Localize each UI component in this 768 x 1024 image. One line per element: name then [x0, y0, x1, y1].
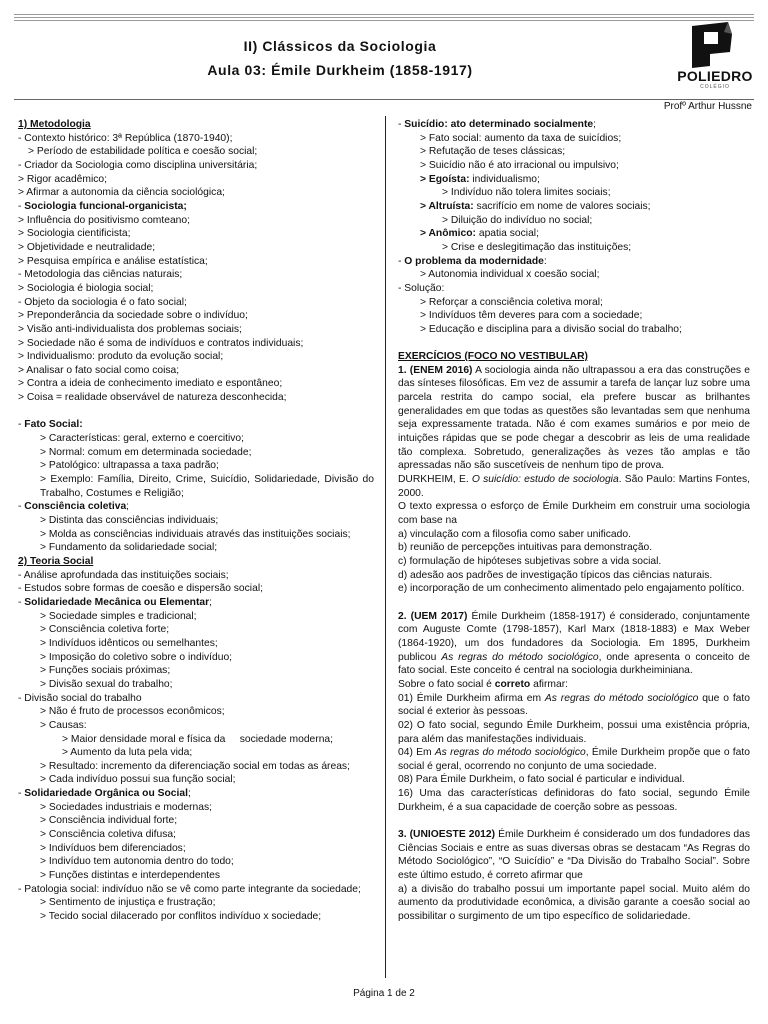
question-1-reference: DURKHEIM, E. O suicídio: estudo de sociologia. São Paulo: Martins Fontes, 2000.: [398, 474, 751, 499]
right-column: [398, 118, 750, 924]
top-decorative-rules: [0, 14, 768, 26]
list-item: > Exemplo: Família, Direito, Crime, Suicídio, Solidariedade, Divisão do Trabalho, Costumes e Religião;: [40, 474, 374, 499]
list-item: - Solidariedade Mecânica ou Elementar;: [18, 596, 213, 608]
list-item: > Pesquisa empírica e análise estatística;: [18, 255, 208, 267]
list-item: > Afirmar a autonomia da ciência sociológica;: [18, 187, 225, 199]
list-item: > Anômico: apatia social;: [420, 228, 539, 240]
list-item: > Período de estabilidade política e coesão social;: [28, 146, 258, 158]
list-item: > Molda as consciências individuais através das instituições sociais;: [40, 528, 351, 540]
list-item: > Crise e deslegitimação das instituições;: [442, 241, 632, 253]
list-item: > Patológico: ultrapassa a taxa padrão;: [40, 460, 219, 472]
list-item: - Solidariedade Orgânica ou Social;: [18, 788, 191, 800]
column-divider: [385, 116, 386, 978]
list-item: > Consciência coletiva difusa;: [40, 829, 176, 841]
list-item: - Estudos sobre formas de coesão e dispersão social;: [18, 583, 263, 595]
list-item: > Indivíduos bem diferenciados;: [40, 842, 186, 854]
list-item: > Funções sociais próximas;: [40, 665, 171, 677]
poliedro-logo: [672, 22, 758, 102]
list-item: - Metodologia das ciências naturais;: [18, 269, 183, 281]
list-item: > Individualismo: produto da evolução social;: [18, 351, 224, 363]
answer-option: 04) Em As regras do método sociológico, Émile Durkheim propõe que o fato social é geral, ocorrendo no conjunto de uma sociedade.: [398, 747, 750, 772]
list-item: > Características: geral, externo e coercitivo;: [40, 433, 245, 445]
list-item: > Sociedade simples e tradicional;: [40, 610, 197, 622]
answer-option: 02) O fato social, segundo Émile Durkheim, possui uma existência própria, para além das manifestações individuais.: [398, 719, 750, 745]
poliedro-p-logo-icon: [684, 22, 734, 68]
list-item: > Indivíduos têm deveres para com a sociedade;: [420, 310, 643, 322]
list-item: > Resultado: incremento da diferenciação social em todas as áreas;: [40, 760, 350, 772]
list-item: > Sociedade não é soma de indivíduos e contratos individuais;: [18, 337, 304, 349]
list-item: > Sociologia é biologia social;: [18, 282, 154, 294]
list-item: > Coisa = realidade observável de natureza desconhecida;: [18, 392, 287, 404]
list-item: > Objetividade e neutralidade;: [18, 241, 156, 253]
list-item: - Criador da Sociologia como disciplina universitária;: [18, 159, 258, 171]
list-item: > Preponderância da sociedade sobre o indivíduo;: [18, 310, 248, 322]
left-column: [18, 118, 374, 924]
list-item: > Educação e disciplina para a divisão social do trabalho;: [420, 323, 682, 335]
answer-option: b) reunião de percepções intuitivas para demonstração.: [398, 542, 653, 554]
list-item: > Contra a ideia de conhecimento imediato e espontâneo;: [18, 378, 283, 390]
question-2-stem: Sobre o fato social é correto afirmar:: [398, 678, 568, 690]
list-item: > Imposição do coletivo sobre o indivíduo;: [40, 651, 233, 663]
list-item: > Maior densidade moral e física da sociedade moderna;: [62, 733, 334, 745]
logo-sub: COLÉGIO: [700, 84, 730, 90]
author-name: Profº Arthur Hussne: [663, 101, 752, 112]
answer-option: d) adesão aos padrões de investigação típicos das ciências naturais.: [398, 569, 713, 581]
logo-brand: POLIEDRO: [677, 68, 753, 84]
answer-option: e) incorporação de um conhecimento alimentado pelo engajamento político.: [398, 583, 745, 595]
list-item: - O problema da modernidade:: [398, 255, 547, 267]
question-3: 3. (UNIOESTE 2012) Émile Durkheim é considerado um dos fundadores das Ciências Sociais e entre as suas diversas obras se destacam “As Regras do Método Sociológico”, “O Suicídio” e “Da Divisão do Trabalho Social”. Sobre este último estudo, é correto afirmar que: [398, 829, 750, 882]
answer-option: a) vinculação com a filosofia como saber unificado.: [398, 528, 631, 540]
list-item: - Patologia social: indivíduo não se vê como parte integrante da sociedade;: [18, 883, 361, 895]
list-item: > Normal: comum em determinada sociedade;: [40, 446, 252, 458]
list-item: > Distinta das consciências individuais;: [40, 515, 219, 527]
list-item: > Visão anti-individualista dos problemas sociais;: [18, 323, 242, 335]
section-heading: 1) Metodologia: [18, 119, 91, 130]
list-item: - Contexto histórico: 3ª República (1870-1940);: [18, 132, 233, 144]
question-1-stem: O texto expressa o esforço de Émile Durkheim em construir uma sociologia com base na: [398, 501, 750, 527]
list-item: > Sentimento de injustiça e frustração;: [40, 897, 216, 909]
answer-option: 08) Para Émile Durkheim, o fato social é particular e individual.: [398, 774, 685, 786]
list-item: > Consciência coletiva forte;: [40, 624, 170, 636]
list-item: > Autonomia individual x coesão social;: [420, 269, 600, 281]
list-item: > Fato social: aumento da taxa de suicídios;: [420, 132, 622, 144]
list-item: > Indivíduo não tolera limites sociais;: [442, 187, 611, 199]
list-item: > Fundamento da solidariedade social;: [40, 542, 218, 554]
header-rule: [14, 99, 754, 100]
answer-option: 16) Uma das características definidoras do fato social, segundo Émile Durkheim, é a sua capacidade de coerção sobre as pessoas.: [398, 788, 750, 813]
list-item: > Analisar o fato social como coisa;: [18, 364, 180, 376]
list-item: > Funções distintas e interdependentes: [40, 870, 221, 882]
list-item: > Refutação de teses clássicas;: [420, 146, 566, 158]
list-item: > Tecido social dilacerado por conflitos indivíduo x sociedade;: [40, 911, 322, 923]
list-item: - Objeto da sociologia é o fato social;: [18, 296, 187, 308]
question-1: 1. (ENEM 2016) A sociologia ainda não ultrapassou a era das construções e das sínteses filosóficas. Em vez de assumir a tarefa de lançar luz sobre uma parcela restrita do campo social, ela prefere buscar as brilhantes generalidades em que todas as questões são levantadas sem que nenhuma seja expressamente tratada. Não é com exames sumários e por meio de intuições rápidas que se pode chegar a descobrir as leis de uma realidade tão complexa. Sobretudo, generalizações às vezes tão amplas e tão apressadas não são suscetíveis de nenhum tipo de prova.: [398, 364, 750, 472]
list-item: > Consciência individual forte;: [40, 815, 178, 827]
list-item: > Sociedades industriais e modernas;: [40, 801, 213, 813]
list-item: > Rigor acadêmico;: [18, 173, 107, 185]
lesson-title: Aula 03: Émile Durkheim (1858-1917): [207, 62, 473, 78]
list-item: > Sociologia cientificista;: [18, 228, 131, 240]
list-item: > Reforçar a consciência coletiva moral;: [420, 296, 603, 308]
list-item: - Análise aprofundada das instituições sociais;: [18, 569, 229, 581]
list-item: - Consciência coletiva;: [18, 501, 130, 513]
list-item: > Divisão sexual do trabalho;: [40, 678, 173, 690]
list-item: - Divisão social do trabalho: [18, 692, 142, 704]
answer-option: c) formulação de hipóteses subjetivas sobre a vida social.: [398, 555, 662, 567]
list-item: > Influência do positivismo comteano;: [18, 214, 190, 226]
list-item: - Fato Social:: [18, 419, 83, 431]
list-item: > Causas:: [40, 719, 87, 731]
answer-option: a) a divisão do trabalho possui um importante papel social. Muito além do aumento da produtividade econômica, a divisão garante a coesão social ao possibilitar o surgimento de um tipo específico de solidariedade.: [398, 883, 750, 923]
answer-option: 01) Émile Durkheim afirma em As regras do método sociológico que o fato social é exterior às pessoas.: [398, 692, 750, 718]
list-item: > Suicídio não é ato irracional ou impulsivo;: [420, 159, 619, 171]
list-item: > Indivíduo tem autonomia dentro do todo;: [40, 856, 234, 868]
list-item: > Egoísta: individualismo;: [420, 173, 540, 185]
list-item: - Suicídio: ato determinado socialmente;: [398, 119, 596, 130]
list-item: > Aumento da luta pela vida;: [62, 747, 193, 759]
list-item: > Altruísta: sacrifício em nome de valores sociais;: [420, 200, 651, 212]
question-2: 2. (UEM 2017) Émile Durkheim (1858-1917) é considerado, conjuntamente com Auguste Comte (1798-1857), Karl Marx (1818-1883) e Max Weber (1864-1920), um dos fundadores da Sociologia. Em 1895, Durkheim publicou As regras do método sociológico, onde apresenta o conceito de fato social. Este conceito é central na sociologia durkheiminiana.: [398, 610, 751, 677]
list-item: > Indivíduos idênticos ou semelhantes;: [40, 637, 218, 649]
list-item: - Solução:: [398, 282, 445, 294]
list-item: > Não é fruto de processos econômicos;: [40, 706, 225, 718]
section-heading: 2) Teoria Social: [18, 555, 94, 567]
page-number: Página 1 de 2: [353, 988, 415, 999]
exercises-heading: EXERCÍCIOS (FOCO NO VESTIBULAR): [398, 351, 588, 363]
course-title: II) Clássicos da Sociologia: [243, 38, 437, 54]
list-item: > Cada indivíduo possui sua função social;: [40, 774, 236, 786]
list-item: > Diluição do indivíduo no social;: [442, 214, 593, 226]
list-item: - Sociologia funcional-organicista;: [18, 200, 187, 212]
